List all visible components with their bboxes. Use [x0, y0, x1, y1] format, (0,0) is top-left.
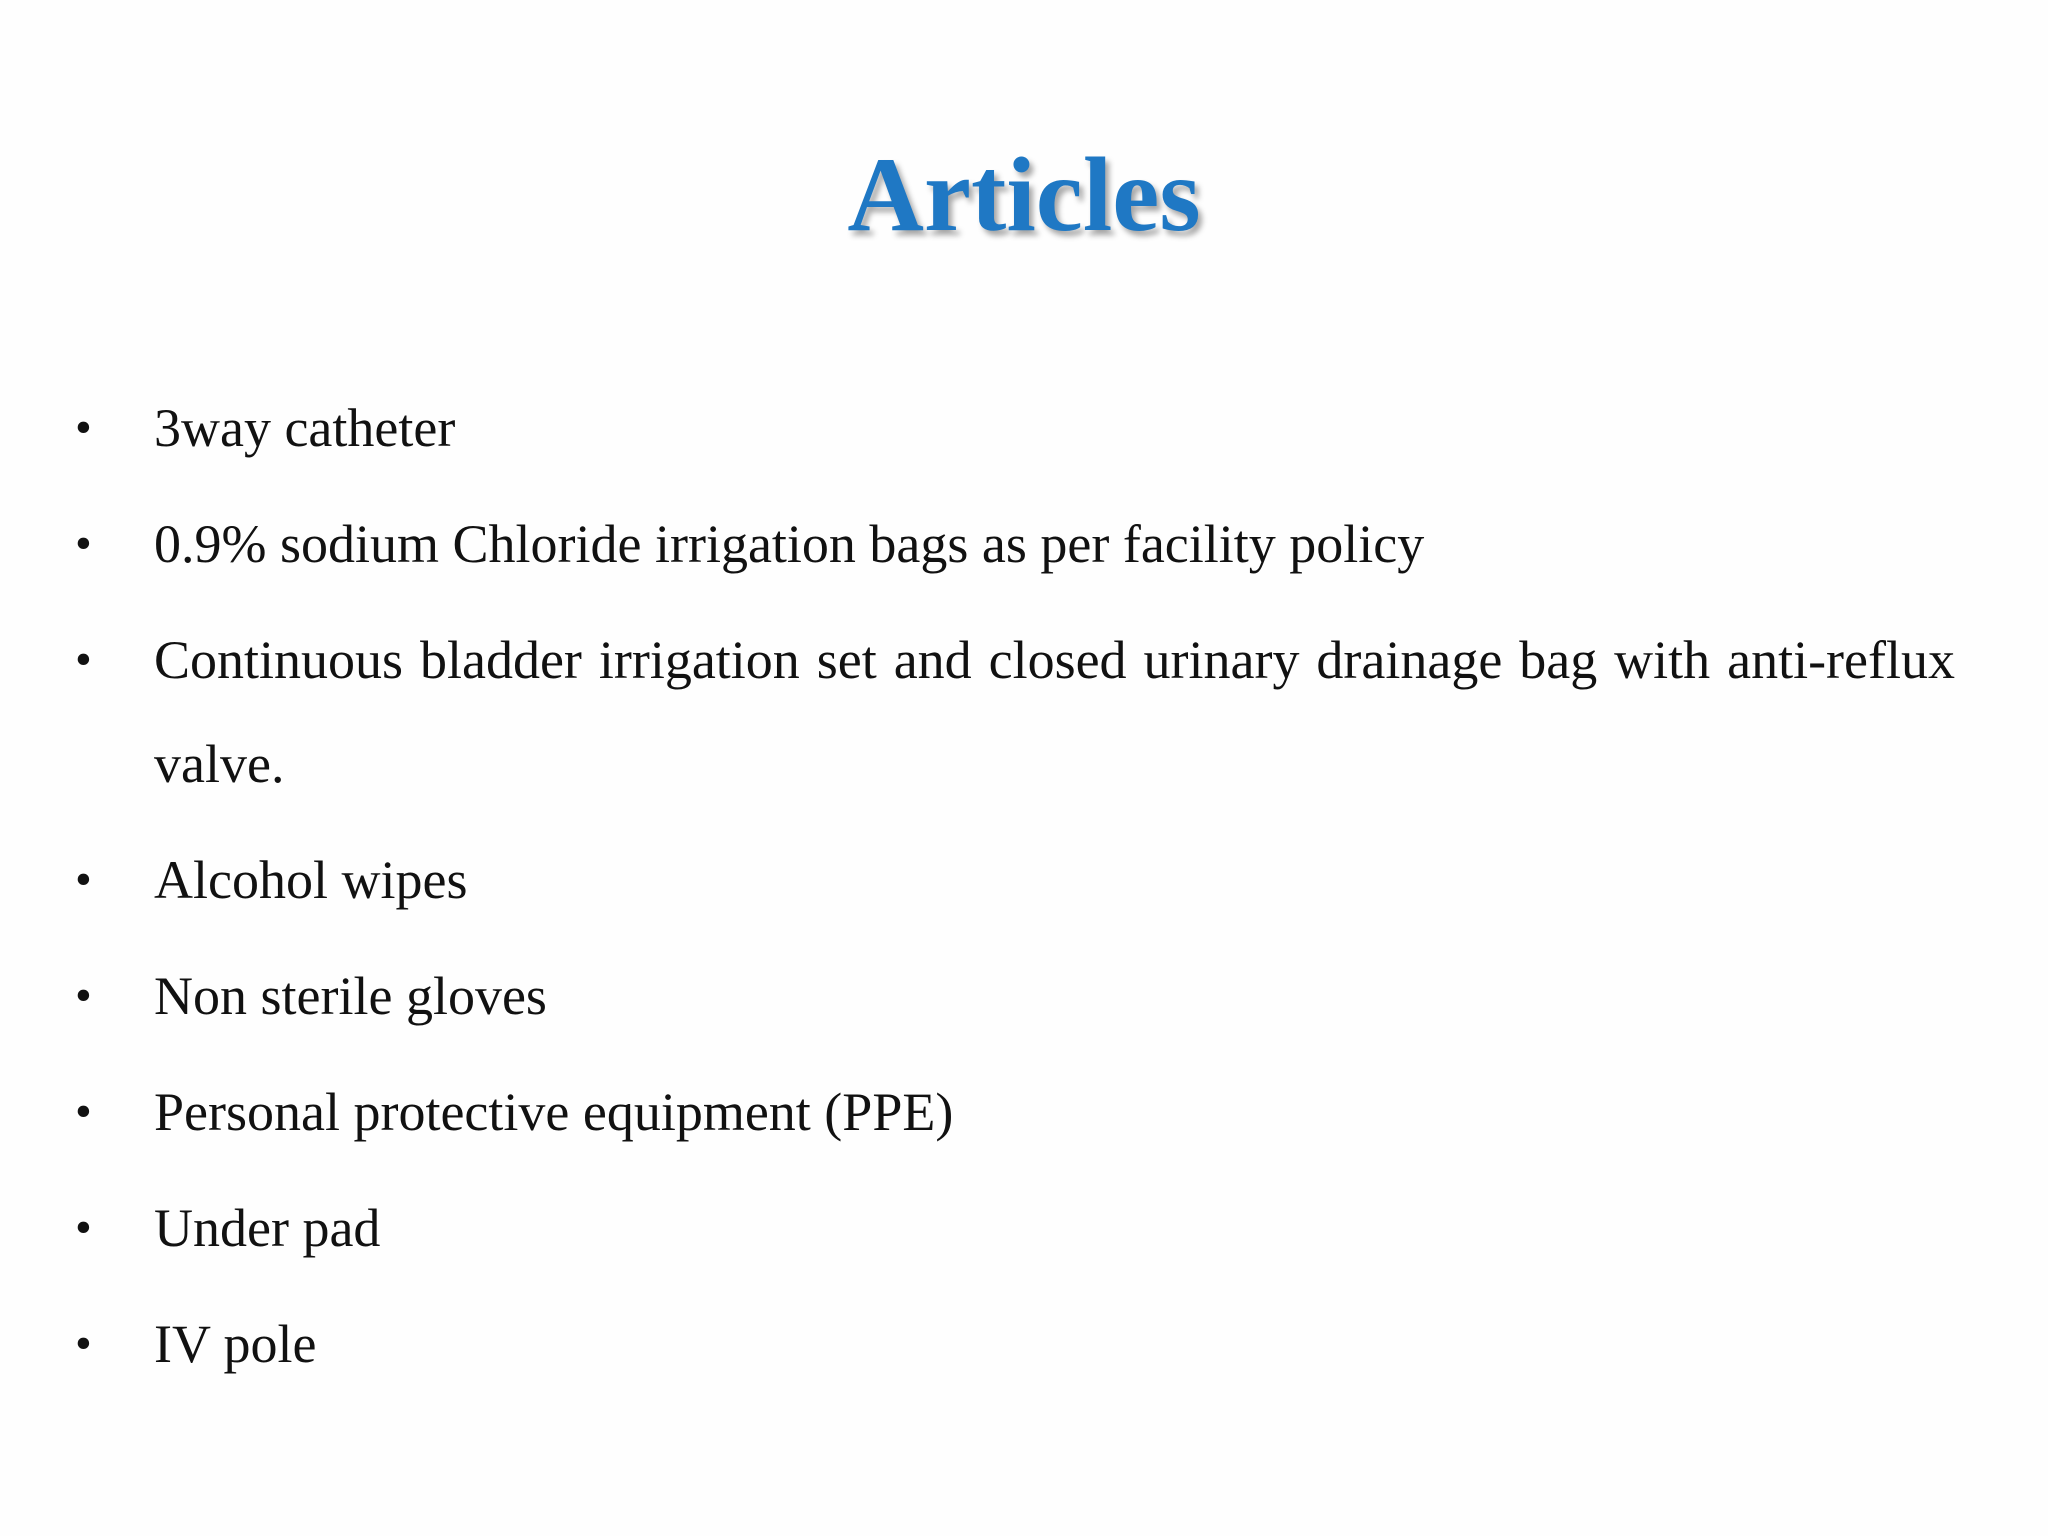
list-item [75, 376, 1955, 480]
bullet-icon: • [75, 1201, 92, 1254]
list-item [75, 492, 1955, 596]
list-item-text: Alcohol wipes [154, 850, 468, 910]
list-item-text: IV pole [154, 1314, 317, 1374]
bullet-icon: • [75, 401, 92, 454]
list-item-text: Under pad [154, 1198, 381, 1258]
list-item-text: Non sterile gloves [154, 966, 547, 1026]
bullet-icon: • [75, 969, 92, 1022]
list-item [75, 1176, 1955, 1280]
bullet-icon: • [75, 853, 92, 906]
list-item-text: 0.9% sodium Chloride irrigation bags as per facility policy [154, 514, 1425, 574]
bullet-icon: • [75, 633, 92, 686]
bullet-icon: • [75, 517, 92, 570]
list-item [75, 1060, 1955, 1164]
list-item-text: Personal protective equipment (PPE) [154, 1082, 954, 1142]
list-item-text: Continuous bladder irrigation set and closed urinary drainage bag with anti-reflux valve. [154, 630, 1955, 794]
list-item [75, 608, 1955, 816]
list-item [75, 1292, 1955, 1396]
list-item-text: 3way catheter [154, 398, 456, 458]
list-item [75, 828, 1955, 932]
list-item [75, 944, 1955, 1048]
bullet-icon: • [75, 1085, 92, 1138]
slide-title: Articles [847, 136, 1201, 253]
bullet-icon: • [75, 1317, 92, 1370]
